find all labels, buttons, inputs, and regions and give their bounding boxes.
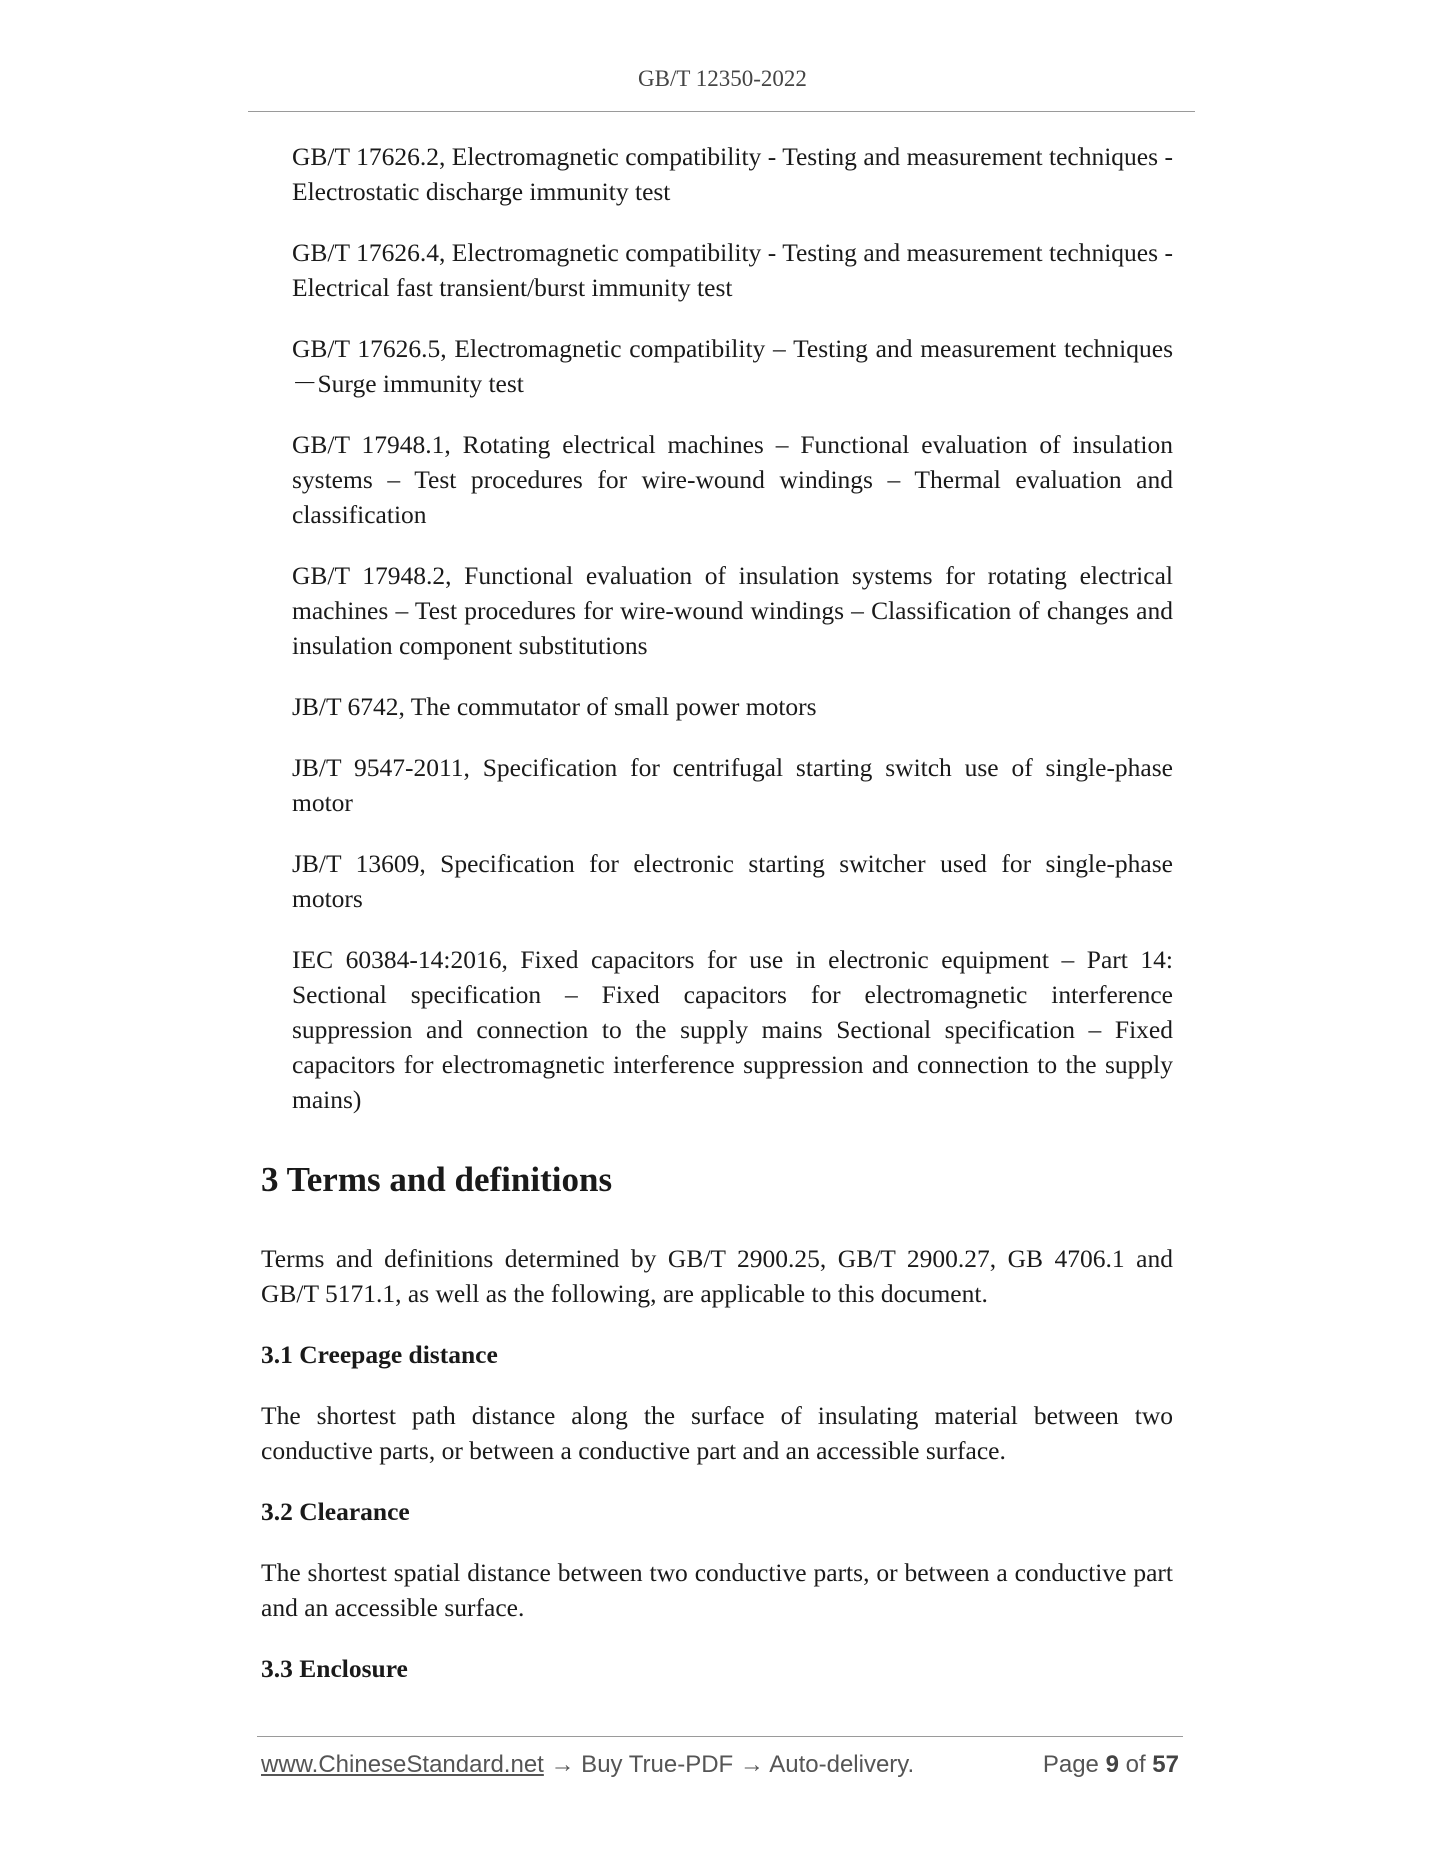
- footer-promo: [261, 1751, 914, 1779]
- page-number: [1043, 1751, 1179, 1779]
- term-heading-enclosure: 3.3 Enclosure: [261, 1654, 408, 1683]
- term-heading-creepage: 3.1 Creepage distance: [261, 1340, 498, 1369]
- footer-tagline: → Buy True-PDF → Auto-delivery.: [543, 1751, 915, 1778]
- term-definition-clearance: The shortest spatial distance between two conductive parts, or between a conductive part and an accessible surface.: [261, 1558, 1173, 1622]
- page-header: GB/T 12350-2022: [638, 66, 807, 91]
- reference-item: GB/T 17626.2, Electromagnetic compatibility - Testing and measurement techniques - Electrostatic discharge immunity test: [292, 142, 1173, 206]
- normative-references-list: [292, 139, 1173, 1143]
- terms-section: [261, 1158, 1173, 1686]
- term-definition-creepage: The shortest path distance along the surface of insulating material between two conductive parts, or between a conductive part and an accessible surface.: [261, 1401, 1173, 1465]
- header-divider: [248, 111, 1195, 112]
- page-label: Page: [1042, 1751, 1099, 1778]
- page-footer: [261, 1751, 1179, 1785]
- reference-item: GB/T 17948.1, Rotating electrical machines – Functional evaluation of insulation systems – Test procedures for wire-wound windings – Thermal evaluation and classification: [292, 430, 1173, 529]
- reference-item: GB/T 17948.2, Functional evaluation of insulation systems for rotating electrical machines – Test procedures for wire-wound windings – Classification of changes and insulation component substitutions: [292, 561, 1173, 660]
- reference-item: GB/T 17626.5, Electromagnetic compatibility – Testing and measurement techniques－Surge immunity test: [292, 334, 1173, 398]
- section-intro: Terms and definitions determined by GB/T 2900.25, GB/T 2900.27, GB 4706.1 and GB/T 5171.1, as well as the following, are applicable to this document.: [261, 1244, 1173, 1308]
- reference-item: JB/T 6742, The commutator of small power motors: [292, 692, 817, 721]
- reference-item: JB/T 9547-2011, Specification for centrifugal starting switch use of single-phase motor: [292, 753, 1173, 817]
- footer-divider: [257, 1736, 1183, 1737]
- page-total: 57: [1152, 1751, 1179, 1778]
- reference-item: JB/T 13609, Specification for electronic starting switcher used for single-phase motors: [292, 849, 1173, 913]
- section-heading: 3 Terms and definitions: [261, 1160, 613, 1199]
- page-current: 9: [1105, 1751, 1119, 1778]
- site-link[interactable]: www.ChineseStandard.net: [261, 1751, 544, 1778]
- reference-item: GB/T 17626.4, Electromagnetic compatibility - Testing and measurement techniques - Electrical fast transient/burst immunity test: [292, 238, 1173, 302]
- term-heading-clearance: 3.2 Clearance: [261, 1497, 410, 1526]
- reference-item: IEC 60384-14:2016, Fixed capacitors for use in electronic equipment – Part 14: Sectional specification – Fixed capacitors for electromagnetic interference suppression and connection to the supply mains Sectional specification – Fixed capacitors for electromagnetic interference suppression and connection to the supply mains): [292, 945, 1173, 1114]
- page-of: of: [1125, 1751, 1146, 1778]
